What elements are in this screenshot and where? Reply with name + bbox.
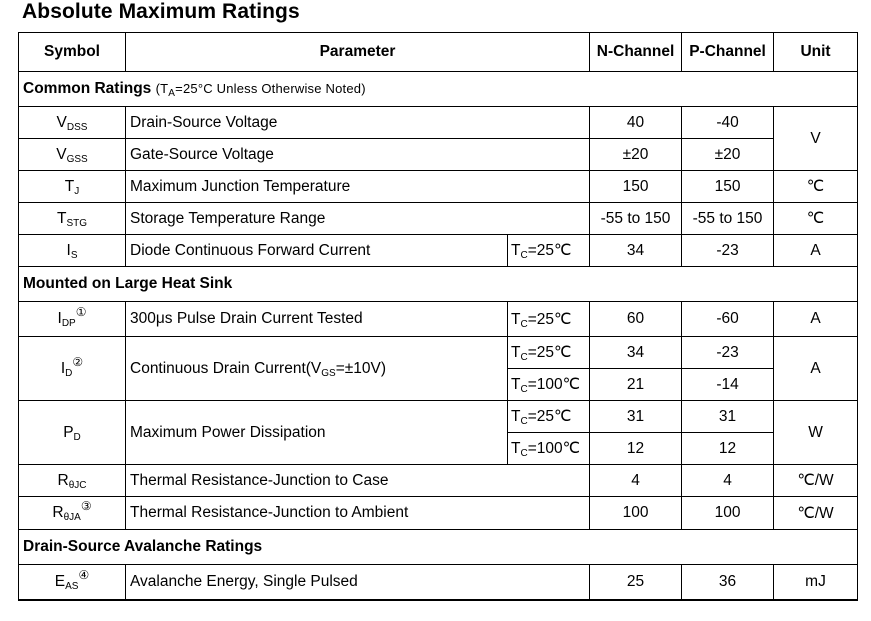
condition-is: $T_C=25℃$ [508,235,590,267]
table-row-tj [19,171,858,203]
header-symbol: Symbol [19,33,126,72]
table-row-eas [19,565,858,600]
symbol-tj: $T_J$ [19,171,126,203]
p-value-tj: 150 [682,171,774,203]
p-value-pd-25: 31 [682,401,774,433]
param-tstg: Storage Temperature Range [126,203,590,235]
symbol-vgss: $V_{GSS}$ [19,139,126,171]
unit-tstg: ℃ [774,203,858,235]
p-value-rja: 100 [682,497,774,530]
section-common-note: ($T_A=25^\circ C$ Unless Otherwise Noted) [155,81,366,99]
param-idp: 300μs Pulse Drain Current Tested [126,302,508,337]
n-value-idp: 60 [590,302,682,337]
symbol-idp: $I_{DP}^①$ [19,302,126,337]
unit-voltage: V [774,107,858,171]
section-row-common [19,72,858,107]
p-value-id-100: -14 [682,369,774,401]
unit-id: A [774,337,858,401]
header-p-channel: P-Channel [682,33,774,72]
p-value-is: -23 [682,235,774,267]
param-eas: Avalanche Energy, Single Pulsed [126,565,590,600]
table-row-is [19,235,858,267]
condition-id-25: $T_C=25℃$ [508,337,590,369]
param-id: Continuous Drain $Current(V_{GS}=\pm 10V)$ [126,337,508,401]
table-header-row [19,33,858,72]
unit-eas: mJ [774,565,858,600]
table-row-vgss [19,139,858,171]
table-row-pd-25 [19,401,858,433]
n-value-pd-25: 31 [590,401,682,433]
symbol-pd: $P_D$ [19,401,126,465]
symbol-rja: $R_{\theta JA}^③$ [19,497,126,530]
p-value-vgss: ±20 [682,139,774,171]
p-value-id-25: -23 [682,337,774,369]
unit-tj: ℃ [774,171,858,203]
p-value-pd-100: 12 [682,433,774,465]
symbol-vdss: $V_{DSS}$ [19,107,126,139]
page-title: Absolute Maximum Ratings [22,0,300,23]
n-value-pd-100: 12 [590,433,682,465]
param-tj: Maximum Junction Temperature [126,171,590,203]
header-parameter: Parameter [126,33,590,72]
table-row-idp [19,302,858,337]
n-value-tstg: -55 to 150 [590,203,682,235]
unit-pd: W [774,401,858,465]
param-rja: Thermal Resistance-Junction to Ambient [126,497,590,530]
p-value-vdss: -40 [682,107,774,139]
p-value-rjc: 4 [682,465,774,497]
symbol-is: $I_S$ [19,235,126,267]
unit-idp: A [774,302,858,337]
param-vgss: Gate-Source Voltage [126,139,590,171]
section-avalanche-label: Drain-Source Avalanche Ratings [19,530,858,565]
section-row-avalanche [19,530,858,565]
n-value-rjc: 4 [590,465,682,497]
table-row-rjc [19,465,858,497]
param-pd: Maximum Power Dissipation [126,401,508,465]
param-rjc: Thermal Resistance-Junction to Case [126,465,590,497]
n-value-is: 34 [590,235,682,267]
n-value-rja: 100 [590,497,682,530]
symbol-tstg: $T_{STG}$ [19,203,126,235]
header-unit: Unit [774,33,858,72]
p-value-eas: 36 [682,565,774,600]
unit-is: A [774,235,858,267]
symbol-id: $I_D^②$ [19,337,126,401]
n-value-tj: 150 [590,171,682,203]
condition-pd-25: $T_C=25℃$ [508,401,590,433]
section-common-label: Common Ratings ($T_A=25^\circ C$ Unless Otherwise Noted) [19,72,858,107]
table-row-rja [19,497,858,530]
ratings-table [18,32,858,601]
n-value-vdss: 40 [590,107,682,139]
header-n-channel: N-Channel [590,33,682,72]
table-row-id-25 [19,337,858,369]
unit-rja: ℃/W [774,497,858,530]
unit-rjc: ℃/W [774,465,858,497]
section-row-heatsink [19,267,858,302]
n-value-eas: 25 [590,565,682,600]
n-value-id-100: 21 [590,369,682,401]
param-is: Diode Continuous Forward Current [126,235,508,267]
n-value-id-25: 34 [590,337,682,369]
param-vdss: Drain-Source Voltage [126,107,590,139]
condition-pd-100: $T_C=100℃$ [508,433,590,465]
p-value-tstg: -55 to 150 [682,203,774,235]
table-row-vdss [19,107,858,139]
condition-idp: $T_C=25℃$ [508,302,590,337]
p-value-idp: -60 [682,302,774,337]
n-value-vgss: ±20 [590,139,682,171]
symbol-rjc: $R_{\theta JC}$ [19,465,126,497]
symbol-eas: $E_{AS}^④$ [19,565,126,600]
table-row-tstg [19,203,858,235]
condition-id-100: $T_C=100℃$ [508,369,590,401]
section-heatsink-label: Mounted on Large Heat Sink [19,267,858,302]
